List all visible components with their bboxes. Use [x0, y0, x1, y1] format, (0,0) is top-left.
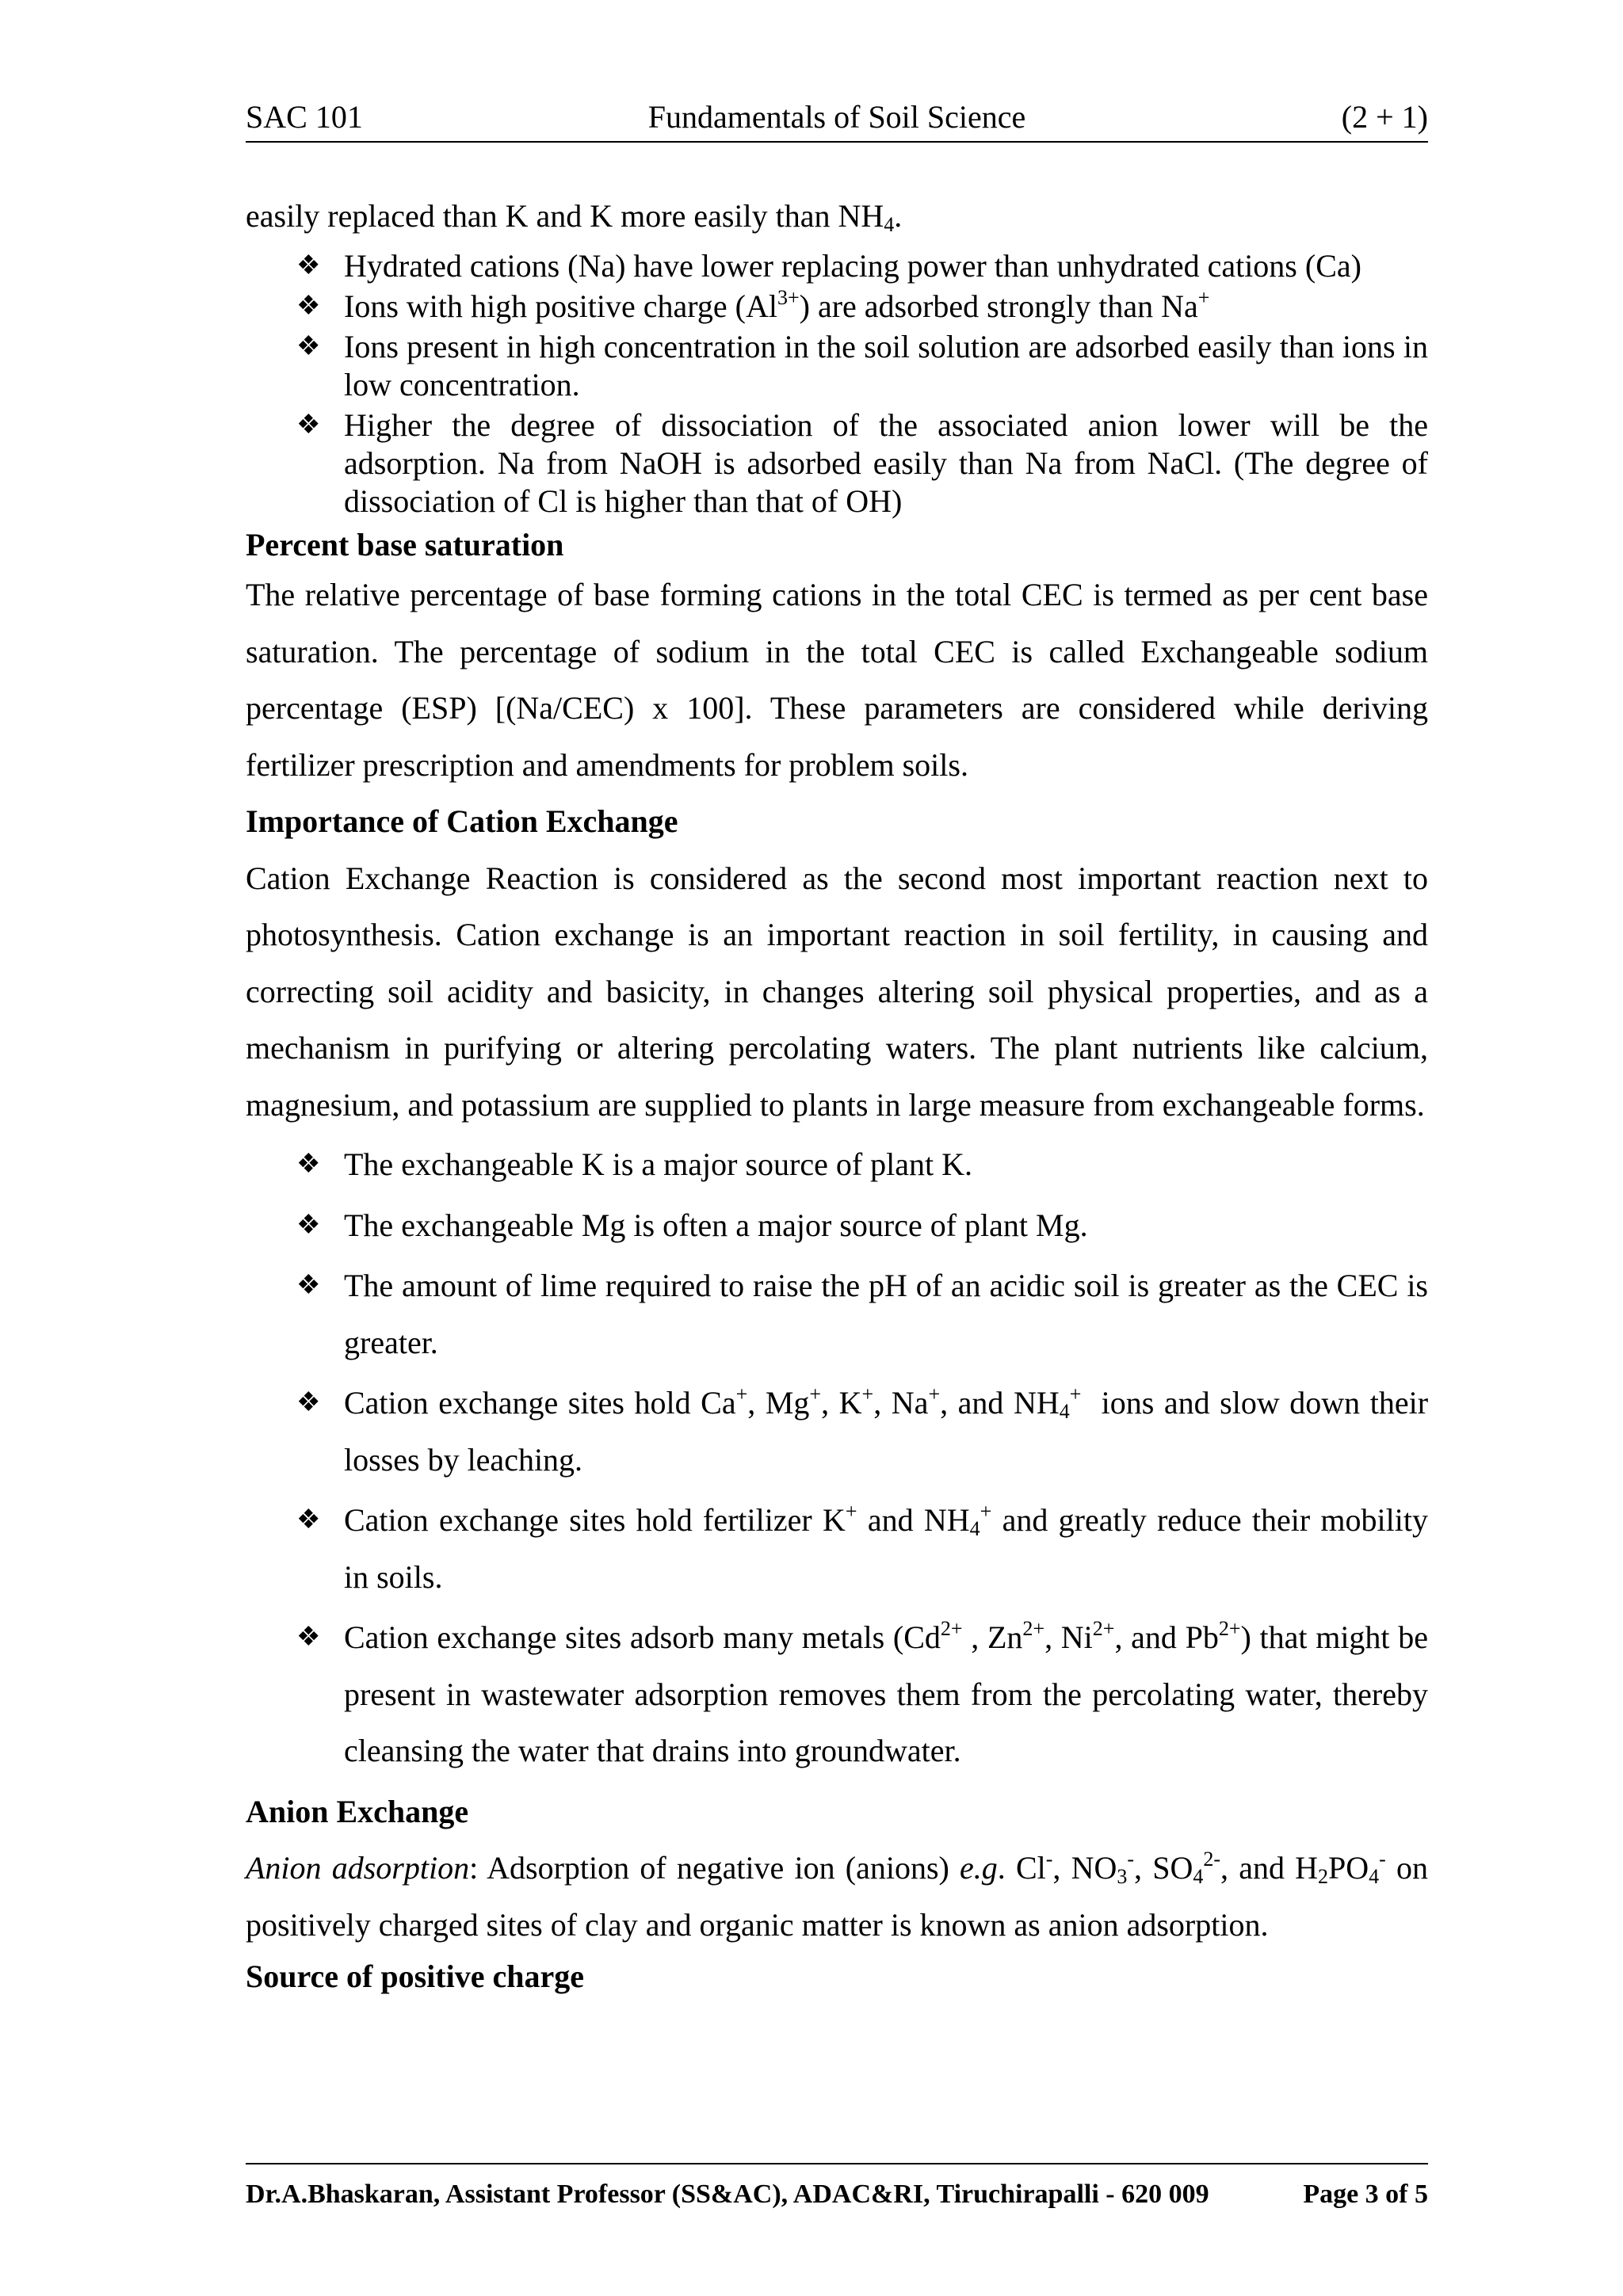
course-credits: (2 + 1) [1341, 99, 1428, 135]
adsorption-factors-list [246, 247, 1428, 521]
list-item: ❖ The exchangeable Mg is often a major source of plant Mg. [246, 1197, 1428, 1254]
continuation-line: easily replaced than K and K more easily than $NH_4$. [246, 198, 903, 236]
section-heading-positive-charge: Source of positive charge [246, 1958, 584, 1994]
list-item: ❖ The exchangeable K is a major source of plant K. [246, 1136, 1428, 1193]
section-heading-anion-exchange: Anion Exchange [246, 1793, 469, 1829]
diamond-bullet-icon: ❖ [296, 292, 321, 321]
list-item: ❖ Ions present in high concentration in the soil solution are adsorbed easily than ions in low concentration. [296, 329, 1428, 402]
base-saturation-paragraph: The relative percentage of base forming cations in the total CEC is termed as per cent base saturation. The percentage of sodium in the total CEC is called Exchangeable sodium percentage (ESP) [(Na/CEC) x 100]. These parameters are considered while deriving fertilizer prescription and amendments for problem soils. [246, 577, 1428, 783]
list-item: ❖ Cation exchange sites hold fertilizer K+ and $NH_4^+$ and greatly reduce their mobility in soils. [246, 1492, 1428, 1605]
list-item: ❖ Higher the degree of dissociation of the associated anion lower will be the adsorption. Na from NaOH is adsorbed easily than Na from NaCl. (The degree of dissociation of Cl is higher than that of OH) [296, 407, 1428, 519]
page-footer [246, 2163, 1428, 2209]
importance-list [246, 1136, 1437, 1779]
section-heading-importance: Importance of Cation Exchange [246, 803, 678, 839]
anion-adsorption-paragraph: Anion adsorption: Adsorption of negative ion (anions) e.g. Cl-, $NO_3^-$, $SO_4^{2-}$, and $H_2PO_4^-$ on positively charged sites of clay and organic matter is known as anion adsorption. [246, 1848, 1428, 1943]
list-item: ❖ Ions with high positive charge $(Al^{3+})$ are adsorbed strongly than Na+ [296, 286, 1210, 324]
section-heading-base-saturation: Percent base saturation [246, 527, 564, 563]
diamond-bullet-icon: ❖ [296, 1505, 321, 1535]
diamond-bullet-icon: ❖ [296, 1271, 321, 1300]
diamond-bullet-icon: ❖ [296, 251, 321, 280]
author-credit: Dr.A.Bhaskaran, Assistant Professor (SS&AC), ADAC&RI, Tiruchirapalli - 620 009 [246, 2180, 1209, 2209]
list-item: ❖ The amount of lime required to raise the pH of an acidic soil is greater as the CEC is greater. [246, 1257, 1428, 1371]
course-code: SAC 101 [246, 99, 363, 135]
diamond-bullet-icon: ❖ [296, 1210, 321, 1240]
list-item: ❖ Cation exchange sites adsorb many metals ($Cd^{2+}$ , $Zn^{2+}$, $Ni^{2+}$, and $Pb^{2+}$) that might be present in wastewater adsorption removes them from the percolating water, thereby cleansing the water that drains into groundwater. [246, 1609, 1428, 1779]
diamond-bullet-icon: ❖ [296, 332, 321, 361]
diamond-bullet-icon: ❖ [296, 1388, 321, 1417]
diamond-bullet-icon: ❖ [296, 1623, 321, 1652]
page-body [246, 190, 1437, 2000]
list-item: ❖ Hydrated cations (Na) have lower replacing power than unhydrated cations (Ca) [296, 248, 1361, 284]
importance-paragraph: Cation Exchange Reaction is considered as the second most important reaction next to photosynthesis. Cation exchange is an important reaction in soil fertility, in causing and correcting soil acidity and basicity, in changes altering soil physical properties, and as a mechanism in purifying or altering percolating waters. The plant nutrients like calcium, magnesium, and potassium are supplied to plants in large measure from exchangeable forms. [246, 860, 1428, 1123]
diamond-bullet-icon: ❖ [296, 410, 321, 440]
page-number: Page 3 of 5 [1303, 2180, 1428, 2209]
page-header [246, 93, 1428, 143]
course-title: Fundamentals of Soil Science [647, 99, 1026, 135]
diamond-bullet-icon: ❖ [296, 1150, 321, 1179]
list-item: ❖ Cation exchange sites hold Ca+, Mg+, K+, Na+, and $NH_4^+$ ions and slow down their losses by leaching. [246, 1375, 1428, 1488]
